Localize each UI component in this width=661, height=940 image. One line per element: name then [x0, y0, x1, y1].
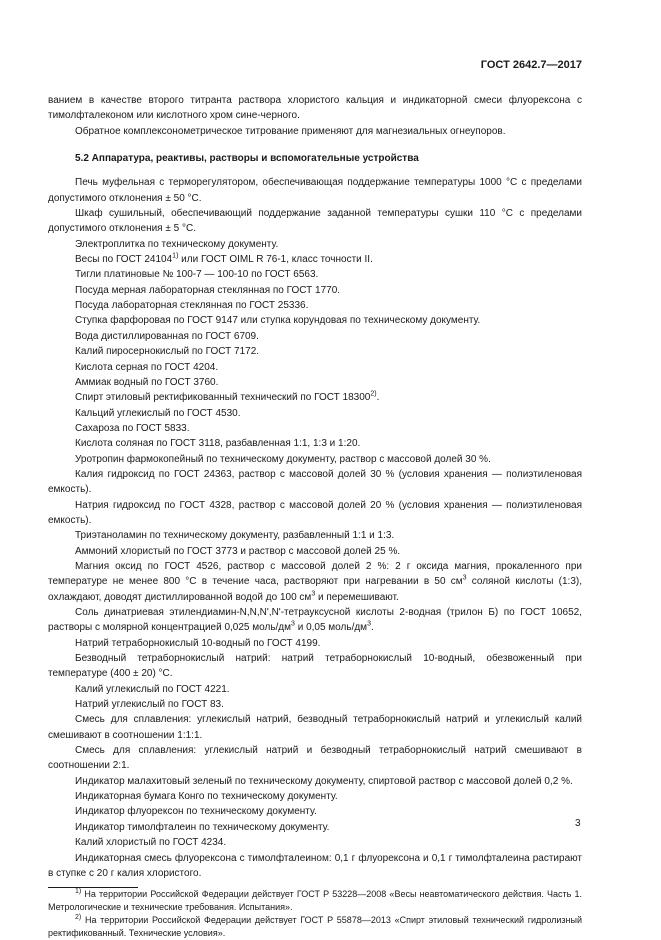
list-item: Индикатор малахитовый зеленый по техническому документу, спиртовой раствор с массовой долей 0,2 %.	[75, 775, 573, 787]
item-text: или ГОСТ OIML R 76-1, класс точности II.	[178, 254, 373, 266]
list-item: Натрия гидроксид по ГОСТ 4328, раствор с массовой долей 20 % (условия хранения — полиэтиленовая емкость).	[48, 499, 582, 526]
list-item: Кальций углекислый по ГОСТ 4530.	[75, 407, 241, 419]
list-item: Безводный тетраборнокислый натрий: натрий тетраборнокислый 10-водный, обезвоженный при температуре (400 ± 20) °С.	[48, 653, 582, 680]
list-item: Посуда мерная лабораторная стеклянная по ГОСТ 1770.	[75, 284, 341, 296]
document-code: ГОСТ 2642.7—2017	[480, 59, 582, 71]
item-text: Магния оксид по ГОСТ 4526, раствор с массовой долей 2 %: 2 г оксида магния, прокаленного при температуре не менее 800 °С в течение часа, растворяют при нагревании в 50 см	[48, 560, 582, 588]
list-item	[48, 605, 582, 636]
list-item	[48, 559, 582, 605]
section-heading: 5.2 Аппаратура, реактивы, растворы и вспомогательные устройства	[75, 153, 419, 165]
item-text: и 0,05 моль/дм	[294, 622, 368, 634]
footnote-text: На территории Российской Федерации действует ГОСТ Р 55878—2013 «Спирт этиловый технический гидролизный ректификованный. Технические условия».	[48, 915, 582, 939]
list-item: Смесь для сплавления: углекислый натрий, безводный тетраборнокислый натрий и углекислый калий смешивают в соотношении 1:1:1.	[48, 714, 582, 741]
list-item: Аммоний хлористый по ГОСТ 3773 и раствор с массовой долей 25 %.	[75, 545, 401, 557]
list-item: Индикатор флуорексон по техническому документу.	[75, 806, 317, 818]
item-text: Спирт этиловый ректификованный технический по ГОСТ 18300	[75, 392, 371, 404]
list-item: Индикатор тимолфталеин по техническому документу.	[75, 821, 330, 833]
list-item: Калий пиросернокислый по ГОСТ 7172.	[75, 346, 260, 358]
list-item: Шкаф сушильный, обеспечивающий поддержание заданной температуры сушки 110 °С с пределами допустимого отклонения ± 5 °С.	[48, 208, 582, 235]
list-item: Триэтаноламин по техническому документу, разбавленный 1:1 и 1:3.	[75, 530, 395, 542]
list-item: Электроплитка по техническому документу.	[75, 238, 279, 250]
page-body	[48, 93, 582, 940]
list-item: Натрий углекислый по ГОСТ 83.	[75, 699, 224, 711]
superscript: 3	[311, 590, 316, 598]
footnote-ref: 1)	[172, 252, 179, 260]
list-item: Сахароза по ГОСТ 5833.	[75, 422, 190, 434]
list-item: Ступка фарфоровая по ГОСТ 9147 или ступка корундовая по техническому документу.	[75, 315, 481, 327]
footnote-text: На территории Российской Федерации действует ГОСТ Р 53228—2008 «Весы неавтоматического действия. Часть 1. Метрологические и технические требования. Испытания».	[48, 889, 582, 913]
list-item: Индикаторная бумага Конго по техническому документу.	[75, 791, 338, 803]
item-text: .	[370, 622, 374, 634]
list-item: Индикаторная смесь флуорексона с тимолфталеином: 0,1 г флуорексона и 0,1 г тимолфталеина растирают в ступке с 20 г калия хлористого.	[48, 852, 582, 879]
item-text: .	[376, 392, 380, 404]
item-text: Соль динатриевая этилендиамин-N,N,N',N'-тетрауксусной кислоты 2-водная (трилон Б) по ГОСТ 10652, растворы с молярной концентрацией 0,025 моль/дм	[48, 607, 582, 634]
item-text: соляной кислоты (1:3), охлаждают, доводят дистиллированной водой до 100 см	[48, 576, 582, 603]
superscript: 3	[291, 621, 295, 629]
list-item: Посуда лабораторная стеклянная по ГОСТ 25336.	[75, 300, 309, 312]
item-text: и перемешивают.	[315, 591, 399, 603]
footnote	[48, 888, 582, 914]
list-item	[48, 390, 582, 405]
superscript: 3	[367, 621, 371, 629]
paragraph: ванием в качестве второго титранта раствора хлористого кальция и индикаторной смеси флуорексона с тимолфталеконом или кислотного хром сине-черного.	[48, 95, 582, 122]
list-item: Калия гидроксид по ГОСТ 24363, раствор с массовой долей 30 % (условия хранения — полиэтиленовая емкость).	[48, 468, 582, 496]
list-item: Смесь для сплавления: углекислый натрий и безводный тетраборнокислый натрий смешивают в соотношении 2:1.	[48, 745, 582, 772]
superscript: 3	[462, 574, 467, 582]
list-item	[48, 252, 582, 267]
list-item: Тигли платиновые № 100-7 — 100-10 по ГОСТ 6563.	[75, 269, 319, 281]
footnote	[48, 914, 582, 940]
footnote-ref: 2)	[370, 390, 377, 398]
paragraph: Обратное комплексонометрическое титрование применяют для магнезиальных огнеупоров.	[75, 125, 506, 137]
list-item: Уротропин фармокопейный по техническому документу, раствор с массовой долей 30 %.	[75, 453, 491, 465]
footnote-mark: 2)	[75, 914, 82, 922]
list-item: Калий хлористый по ГОСТ 4234.	[75, 837, 227, 849]
list-item: Кислота серная по ГОСТ 4204.	[75, 361, 219, 373]
page-number: 3	[575, 818, 581, 829]
footnote-mark: 1)	[75, 888, 82, 896]
list-item: Аммиак водный по ГОСТ 3760.	[75, 376, 219, 388]
list-item: Печь муфельная с терморегулятором, обеспечивающая поддержание температуры 1000 °С с пределами допустимого отклонения ± 50 °С.	[48, 177, 582, 204]
list-item: Вода дистиллированная по ГОСТ 6709.	[75, 330, 259, 342]
list-item: Калий углекислый по ГОСТ 4221.	[75, 683, 230, 695]
item-text: Весы по ГОСТ 24104	[75, 254, 173, 266]
list-item: Натрий тетраборнокислый 10-водный по ГОСТ 4199.	[75, 637, 321, 649]
list-item: Кислота соляная по ГОСТ 3118, разбавленная 1:1, 1:3 и 1:20.	[75, 438, 361, 450]
